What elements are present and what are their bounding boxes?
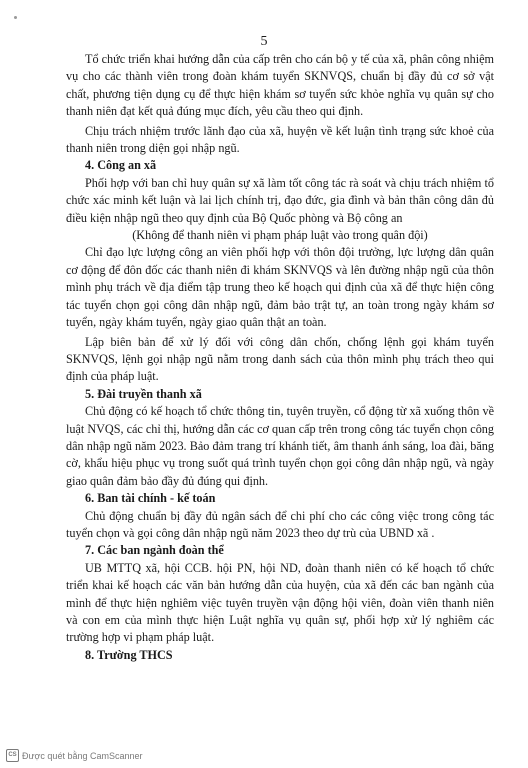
paragraph: Lập biên bản để xử lý đối với công dân chốn, chống lệnh gọi khám tuyển SKNVQS, lệnh gọi nhập ngũ nằm trong danh sách của thôn mình phụ trách theo qui định của pháp luật.	[66, 334, 494, 384]
paragraph: Chủ động có kế hoạch tổ chức thông tin, tuyên truyền, cổ động từ xã xuống thôn về luật NVQS, các chỉ thị, hướng dẫn các cơ quan cấp trên trong công tác tuyển chọn công dân nhập ngũ năm 2023. Bảo đảm trang trí khánh tiết, âm thanh ánh sáng, loa đài, băng cờ, khẩu hiệu phục vụ trong suốt quá trình tuyển chọn gọi công dân nhập ngũ, và ngày giao quân đảm bảo đầy đủ đúng qui định.	[66, 404, 494, 488]
paragraph-note: (Không để thanh niên vi phạm pháp luật vào trong quân đội)	[132, 228, 428, 243]
paragraph: Tổ chức triển khai hướng dẫn của cấp trên cho cán bộ y tế của xã, phân công nhiệm vụ cho các thành viên trong đoàn khám tuyển SKNVQS, chuẩn bị đầy đủ cơ sở vật chất, phương tiện dụng cụ để thực hiện khám sơ tuyển sức khỏe nghĩa vụ quân sự cho thanh niên đạt kết quả đúng mục đích, yêu cầu theo qui định.	[66, 52, 494, 119]
section-heading: 7. Các ban ngành đoàn thể	[85, 543, 224, 558]
document-body	[66, 51, 494, 664]
page-number: 5	[260, 34, 268, 49]
paragraph: Chỉ đạo lực lượng công an viên phối hợp với thôn đội trưởng, lực lượng dân quân cơ động để đôn đốc các thanh niên đi khám SKNVQS và lên đường nhập ngũ của thôn mình phụ trách về địa điểm tập trung theo kế hoạch qui định của xã để thực hiện công tác tuyển chọn gọi công dân nhập ngũ, đảm bảo trật tự, an toàn trong ngày khám sơ tuyển, ngày khám tuyển, ngày giao quân thật an toàn.	[66, 245, 494, 330]
paragraph: UB MTTQ xã, hội CCB. hội PN, hội ND, đoàn thanh niên có kế hoạch tổ chức triển khai kế hoạch các văn bản hướng dẫn của huyện, của xã đến các ban ngành của mình để thực hiện nghiêm việc tuyên truyền vận động hội viên, đoàn viên thanh niên và con em của mình thực hiện Luật nghĩa vụ quân sự, phối hợp xử lý nghiêm các trường hợp vi phạm pháp luật.	[66, 560, 494, 645]
section-heading: 6. Ban tài chính - kế toán	[85, 491, 216, 506]
paragraph: Chủ động chuẩn bị đầy đủ ngân sách để chi phí cho các công việc trong công tác tuyển chọn và gọi công dân nhập ngũ năm 2023 theo dự trù của UBND xã .	[66, 508, 494, 540]
section-heading: 4. Công an xã	[85, 158, 157, 173]
scan-speck	[14, 16, 17, 19]
section-heading: 5. Đài truyền thanh xã	[85, 386, 202, 401]
section-heading: 8. Trường THCS	[85, 647, 173, 662]
scanner-watermark	[6, 749, 143, 762]
paragraph: Phối hợp với ban chỉ huy quân sự xã làm tốt công tác rà soát và chịu trách nhiệm tổ chức xác minh kết luận và lai lịch chính trị, đạo đức, gia đình và bản thân công dân đủ điều kiện nhập ngũ theo quy định của Bộ Quốc phòng và Bộ công an	[66, 175, 494, 225]
scanner-watermark-text: Được quét bằng CamScanner	[22, 750, 143, 761]
paragraph: Chịu trách nhiệm trước lãnh đạo của xã, huyện về kết luận tình trạng sức khoẻ của thanh niên trong diện gọi nhập ngũ.	[66, 123, 494, 156]
camscanner-logo-icon: CS	[6, 749, 19, 762]
